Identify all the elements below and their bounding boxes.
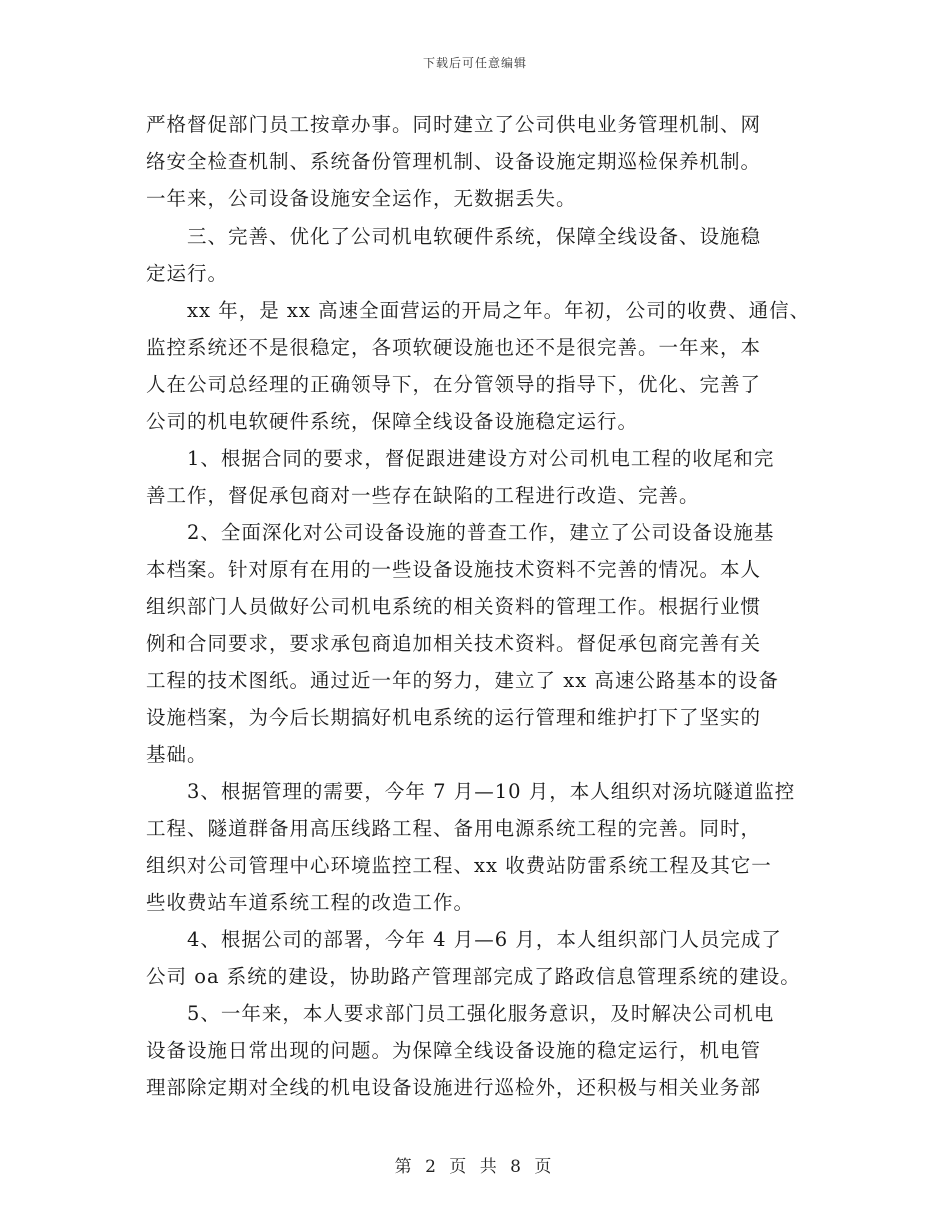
text-line: 些收费站车道系统工程的改造工作。 (146, 891, 475, 914)
text-line: 工程、隧道群备用高压线路工程、备用电源系统工程的完善。同时， (146, 817, 762, 840)
text-line: 4、根据公司的部署，今年 4 月—6 月，本人组织部门人员完成了 (146, 928, 782, 951)
text-line: 善工作，督促承包商对一些存在缺陷的工程进行改造、完善。 (146, 484, 700, 507)
page-footer: 第 2 页 共 8 页 (394, 1157, 556, 1177)
text-line: 工程的技术图纸。通过近一年的努力，建立了 xx 高速公路基本的设备 (146, 669, 779, 692)
text-line: 3、根据管理的需要，今年 7 月—10 月，本人组织对汤坑隧道监控 (146, 780, 796, 803)
text-line: 严格督促部门员工按章办事。同时建立了公司供电业务管理机制、网 (146, 113, 762, 136)
text-line: 定运行。 (146, 262, 229, 285)
text-line: 监控系统还不是很稳定，各项软硬设施也还不是很完善。一年来，本 (146, 336, 762, 359)
text-line: 5、一年来，本人要求部门员工强化服务意识，及时解决公司机电 (146, 1002, 775, 1025)
text-line: 公司的机电软硬件系统，保障全线设备设施稳定运行。 (146, 410, 639, 433)
text-line: 设施档案，为今后长期搞好机电系统的运行管理和维护打下了坚实的 (146, 706, 762, 729)
page-header: 下载后可任意编辑 (422, 56, 527, 70)
text-line: 络安全检查机制、系统备份管理机制、设备设施定期巡检保养机制。 (146, 150, 762, 173)
text-line: 一年来，公司设备设施安全运作，无数据丢失。 (146, 187, 577, 210)
text-line: 基础。 (146, 743, 208, 766)
text-line: 组织对公司管理中心环境监控工程、xx 收费站防雷系统工程及其它一 (146, 854, 772, 877)
text-line: 公司 oa 系统的建设，协助路产管理部完成了路政信息管理系统的建设。 (146, 965, 801, 988)
text-line: 本档案。针对原有在用的一些设备设施技术资料不完善的情况。本人 (146, 558, 762, 581)
text-line: 组织部门人员做好公司机电系统的相关资料的管理工作。根据行业惯 (146, 595, 762, 618)
text-line: 三、完善、优化了公司机电软硬件系统，保障全线设备、设施稳 (146, 225, 762, 248)
text-line: xx 年，是 xx 高速全面营运的开局之年。年初，公司的收费、通信、 (146, 299, 811, 322)
text-line: 人在公司总经理的正确领导下，在分管领导的指导下，优化、完善了 (146, 373, 762, 396)
text-line: 理部除定期对全线的机电设备设施进行巡检外，还积极与相关业务部 (146, 1076, 762, 1099)
text-line: 设备设施日常出现的问题。为保障全线设备设施的稳定运行，机电管 (146, 1039, 762, 1062)
text-line: 例和合同要求，要求承包商追加相关技术资料。督促承包商完善有关 (146, 632, 762, 655)
text-line: 2、全面深化对公司设备设施的普查工作，建立了公司设备设施基 (146, 521, 775, 544)
text-line: 1、根据合同的要求，督促跟进建设方对公司机电工程的收尾和完 (146, 447, 775, 470)
